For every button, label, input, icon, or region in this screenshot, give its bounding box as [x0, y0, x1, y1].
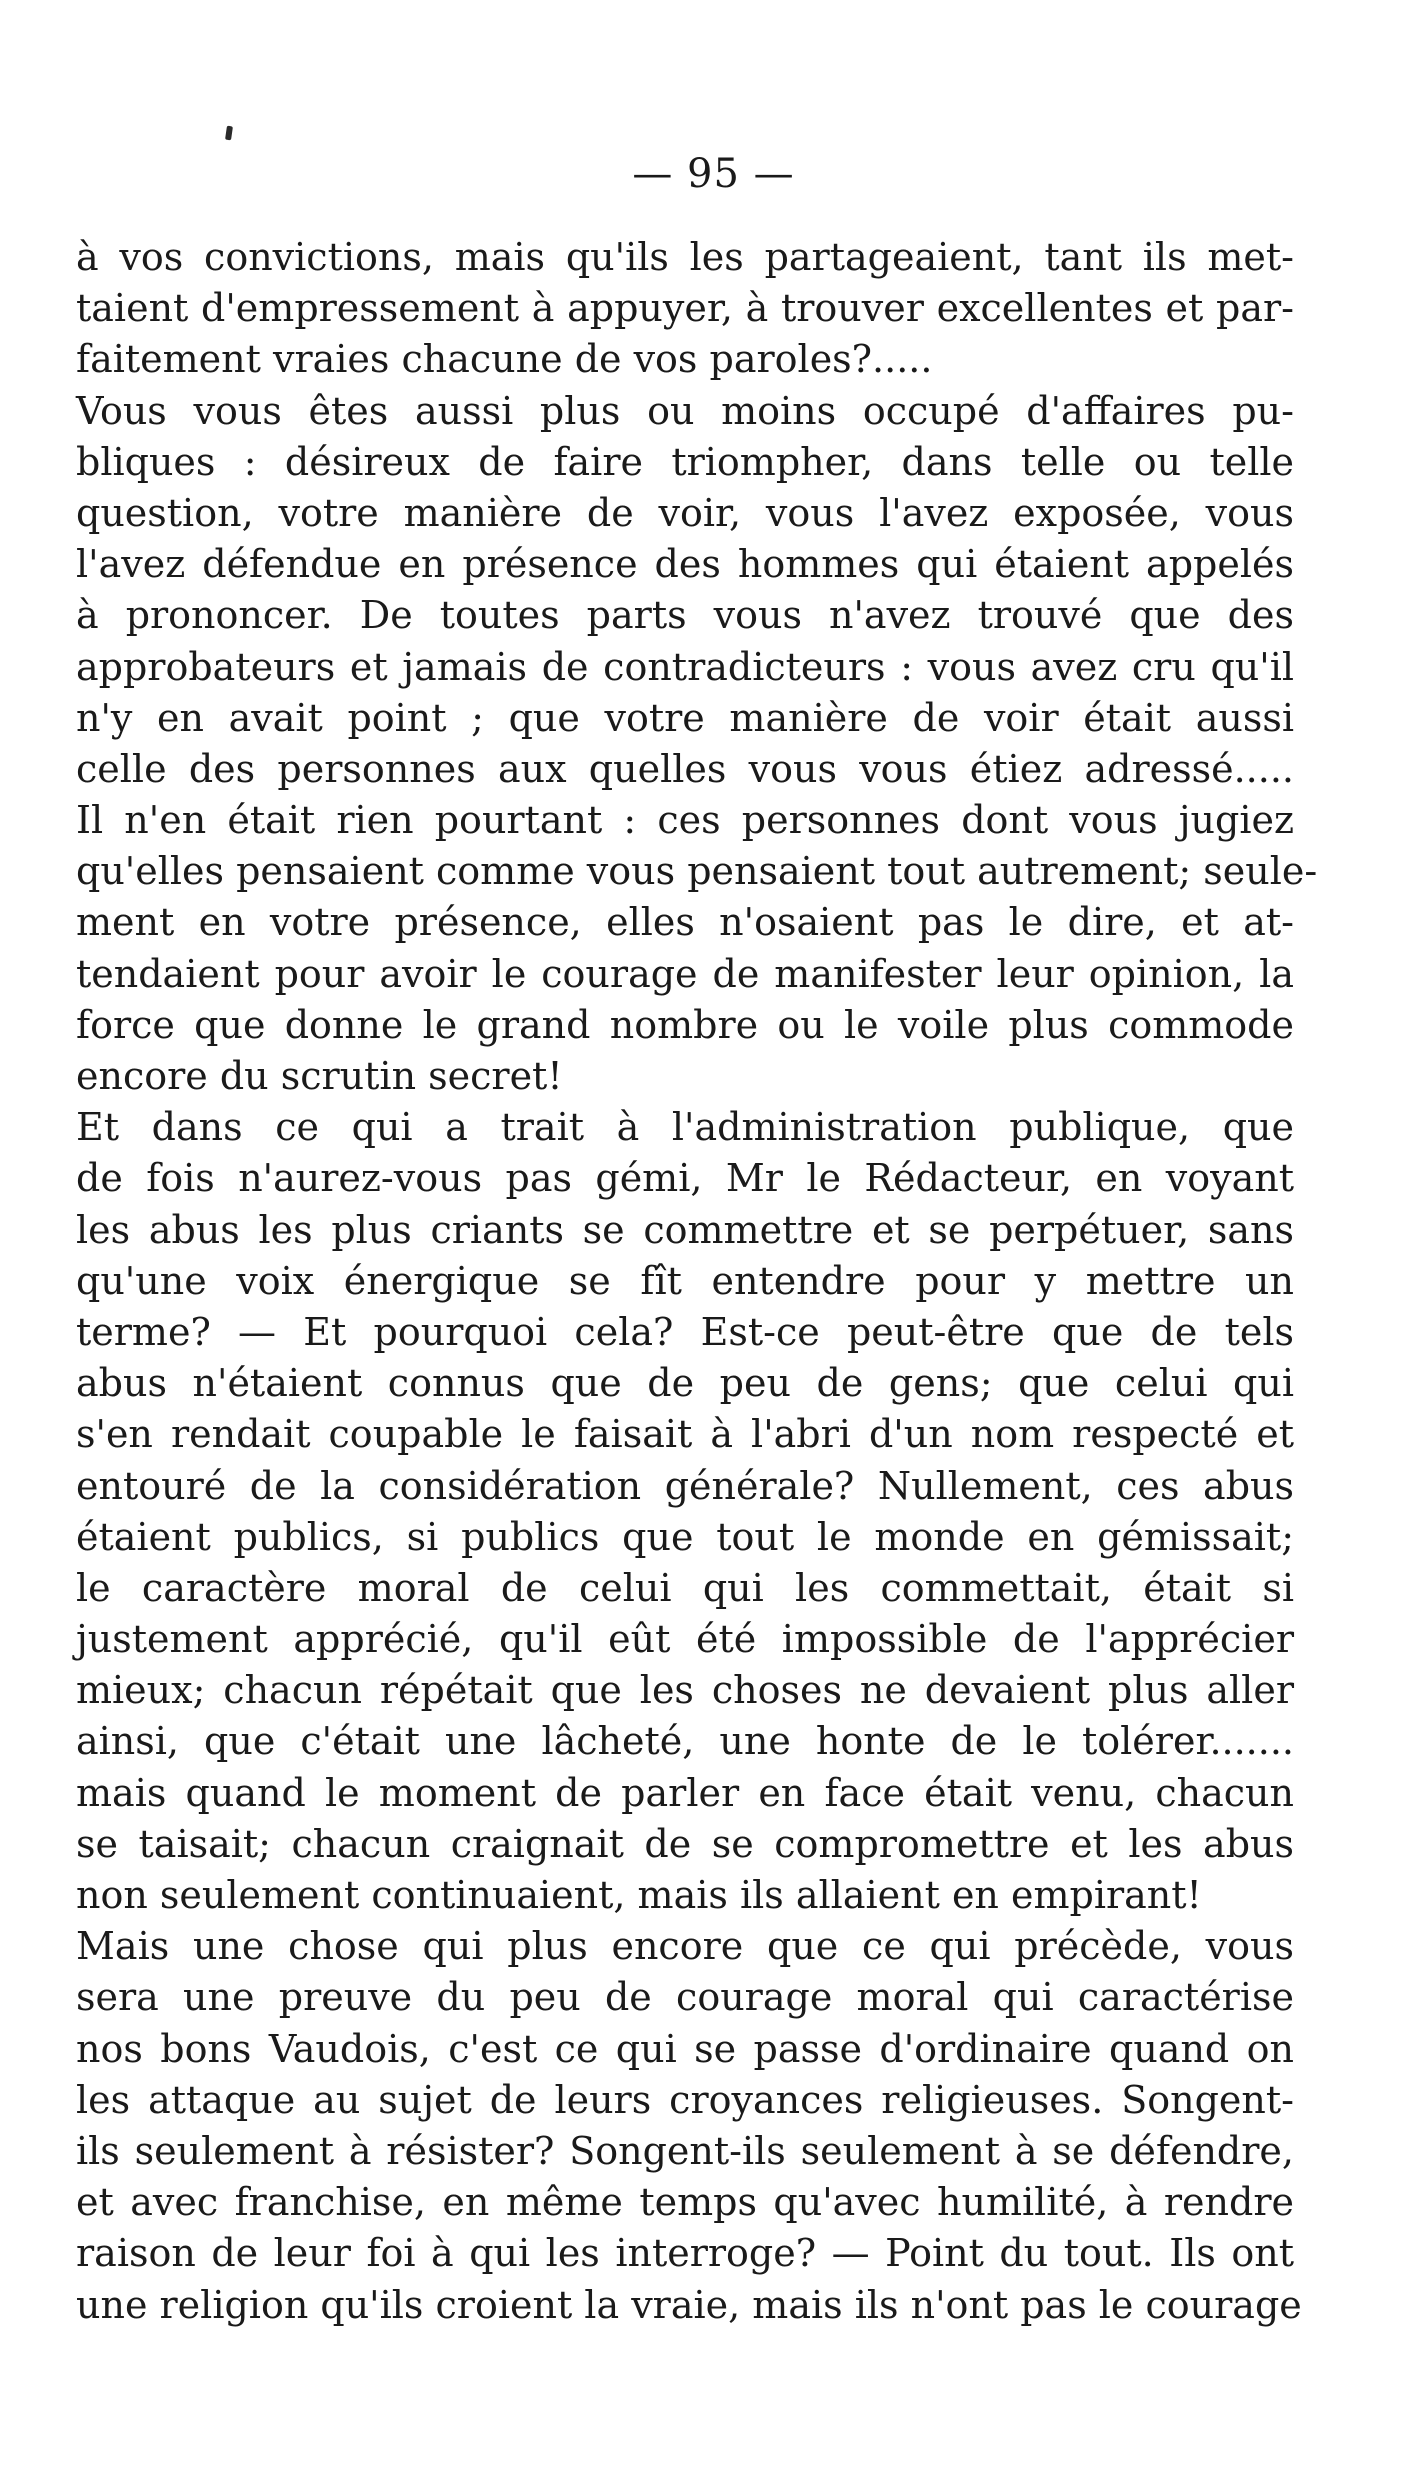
text-line: terme? — Et pourquoi cela? Est-ce peut-être que de tels: [76, 1309, 1294, 1354]
text-line: Mais une chose qui plus encore que ce qui précède, vous: [76, 1924, 1294, 1969]
text-line: abus n'étaient connus que de peu de gens; que celui qui: [76, 1361, 1294, 1406]
body-text: [76, 232, 1318, 2331]
text-line: ainsi, que c'était une lâcheté, une honte de le tolérer.......: [76, 1719, 1294, 1764]
text-line: les abus les plus criants se commettre et se perpétuer, sans: [76, 1207, 1294, 1252]
text-line: Vous vous êtes aussi plus ou moins occupé d'affaires pu-: [76, 388, 1294, 433]
text-line: faitement vraies chacune de vos paroles?.....: [76, 337, 933, 382]
ink-speck: [225, 126, 233, 141]
text-line: taient d'empressement à appuyer, à trouver excellentes et par-: [76, 286, 1294, 331]
text-line: non seulement continuaient, mais ils allaient en empirant!: [76, 1873, 1202, 1917]
text-line: justement apprécié, qu'il eût été impossible de l'apprécier: [76, 1617, 1294, 1662]
text-line: étaient publics, si publics que tout le monde en gémissait;: [76, 1514, 1294, 1559]
text-line: une religion qu'ils croient la vraie, mais ils n'ont pas le courage: [76, 2282, 1302, 2327]
text-line: l'avez défendue en présence des hommes qui étaient appelés: [76, 542, 1294, 587]
text-line: Et dans ce qui a trait à l'administration publique, que: [76, 1105, 1294, 1150]
text-line: se taisait; chacun craignait de se compromettre et les abus: [76, 1821, 1294, 1866]
text-line: à prononcer. De toutes parts vous n'avez trouvé que des: [76, 593, 1294, 638]
text-line: raison de leur foi à qui les interroge? — Point du tout. Ils ont: [76, 2231, 1294, 2276]
text-line: encore du scrutin secret!: [76, 1054, 563, 1098]
text-line: n'y en avait point ; que votre manière de voir était aussi: [76, 695, 1294, 740]
text-line: question, votre manière de voir, vous l'avez exposée, vous: [76, 490, 1294, 535]
text-line: force que donne le grand nombre ou le voile plus commode: [76, 1002, 1294, 1047]
text-line: qu'elles pensaient comme vous pensaient tout autrement; seule-: [76, 849, 1318, 894]
text-line: et avec franchise, en même temps qu'avec humilité, à rendre: [76, 2180, 1294, 2225]
text-line: mais quand le moment de parler en face était venu, chacun: [76, 1770, 1294, 1815]
text-line: sera une preuve du peu de courage moral qui caractérise: [76, 1975, 1294, 2020]
page-number: — 95 —: [632, 151, 795, 197]
text-line: de fois n'aurez-vous pas gémi, Mr le Rédacteur, en voyant: [76, 1156, 1294, 1201]
text-line: nos bons Vaudois, c'est ce qui se passe d'ordinaire quand on: [76, 2026, 1294, 2071]
text-line: à vos convictions, mais qu'ils les partageaient, tant ils met-: [76, 235, 1294, 279]
text-line: s'en rendait coupable le faisait à l'abri d'un nom respecté et: [76, 1412, 1294, 1457]
text-line: le caractère moral de celui qui les commettait, était si: [76, 1565, 1294, 1610]
text-line: les attaque au sujet de leurs croyances religieuses. Songent-: [76, 2077, 1294, 2122]
text-line: Il n'en était rien pourtant : ces personnes dont vous jugiez: [76, 798, 1294, 843]
text-line: entouré de la considération générale? Nullement, ces abus: [76, 1463, 1294, 1508]
text-line: ils seulement à résister? Songent-ils seulement à se défendre,: [76, 2128, 1294, 2173]
text-line: bliques : désireux de faire triompher, dans telle ou telle: [76, 439, 1294, 484]
text-line: mieux; chacun répétait que les choses ne devaient plus aller: [76, 1668, 1294, 1713]
text-line: celle des personnes aux quelles vous vous étiez adressé.....: [76, 746, 1294, 791]
text-line: approbateurs et jamais de contradicteurs : vous avez cru qu'il: [76, 644, 1294, 689]
text-line: ment en votre présence, elles n'osaient pas le dire, et at-: [76, 900, 1294, 945]
text-line: qu'une voix énergique se fît entendre pour y mettre un: [76, 1258, 1294, 1303]
text-line: tendaient pour avoir le courage de manifester leur opinion, la: [76, 951, 1294, 996]
